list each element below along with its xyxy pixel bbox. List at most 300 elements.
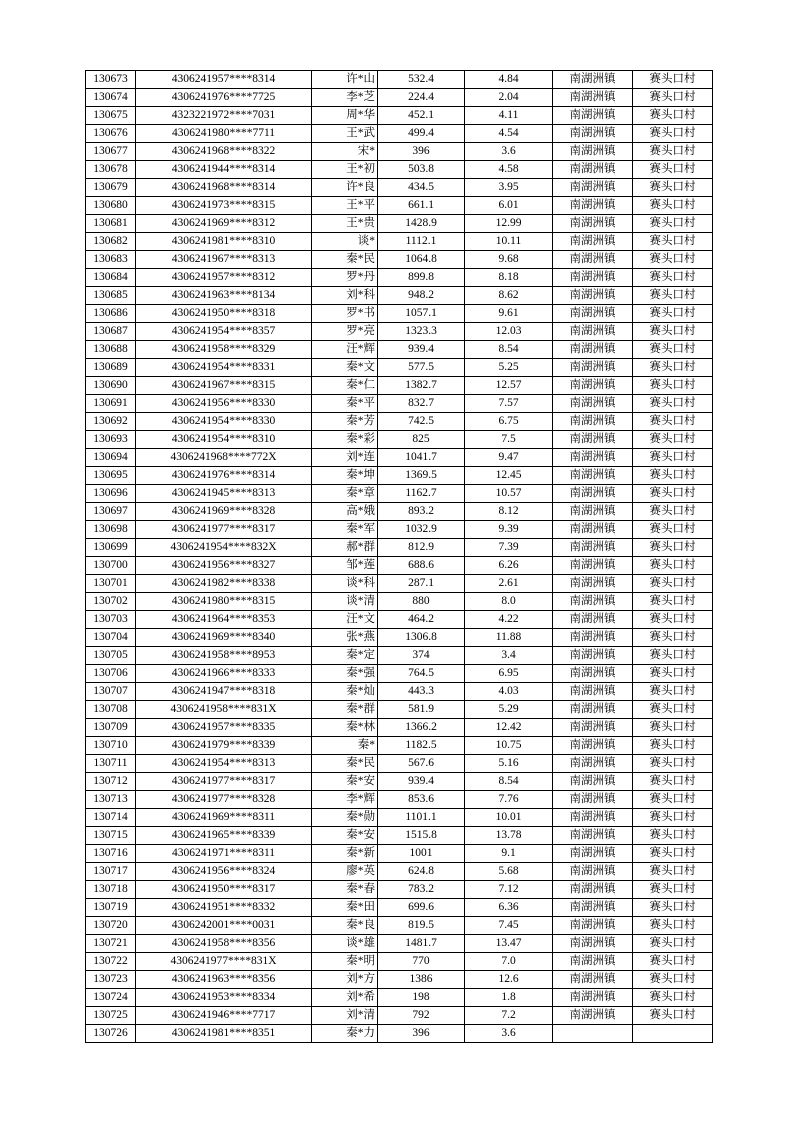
table-row — [86, 989, 713, 1007]
cell-id-card-masked: 4306241957****8335 — [136, 719, 312, 737]
table-row — [86, 881, 713, 899]
cell-village-name: 赛头口村 — [633, 233, 713, 251]
cell-village-name: 赛头口村 — [633, 431, 713, 449]
cell-rate-value: 9.61 — [465, 305, 553, 323]
cell-person-name: 宋* — [312, 143, 378, 161]
cell-id-card-masked: 4306241958****8356 — [136, 935, 312, 953]
cell-id-card-masked: 4323221972****7031 — [136, 107, 312, 125]
cell-id-card-masked: 4306241969****8340 — [136, 629, 312, 647]
cell-town-name: 南湖洲镇 — [553, 827, 633, 845]
cell-person-name: 许*山 — [312, 71, 378, 89]
cell-town-name: 南湖洲镇 — [553, 467, 633, 485]
cell-rate-value: 5.25 — [465, 359, 553, 377]
table-row — [86, 269, 713, 287]
cell-village-name: 赛头口村 — [633, 593, 713, 611]
table-row — [86, 233, 713, 251]
cell-town-name: 南湖洲镇 — [553, 197, 633, 215]
cell-rate-value: 8.54 — [465, 773, 553, 791]
cell-town-name: 南湖洲镇 — [553, 323, 633, 341]
cell-rate-value: 3.6 — [465, 1025, 553, 1043]
cell-rate-value: 9.47 — [465, 449, 553, 467]
cell-rate-value: 10.75 — [465, 737, 553, 755]
cell-village-name: 赛头口村 — [633, 215, 713, 233]
cell-amount-value: 224.4 — [378, 89, 465, 107]
cell-serial-number: 130700 — [86, 557, 136, 575]
cell-amount-value: 434.5 — [378, 179, 465, 197]
cell-person-name: 刘*方 — [312, 971, 378, 989]
cell-serial-number: 130707 — [86, 683, 136, 701]
cell-serial-number: 130704 — [86, 629, 136, 647]
cell-rate-value: 9.1 — [465, 845, 553, 863]
cell-village-name: 赛头口村 — [633, 305, 713, 323]
cell-amount-value: 1481.7 — [378, 935, 465, 953]
cell-serial-number: 130718 — [86, 881, 136, 899]
cell-town-name: 南湖洲镇 — [553, 521, 633, 539]
cell-id-card-masked: 4306241944****8314 — [136, 161, 312, 179]
cell-id-card-masked: 4306241951****8332 — [136, 899, 312, 917]
cell-amount-value: 567.6 — [378, 755, 465, 773]
cell-serial-number: 130719 — [86, 899, 136, 917]
cell-id-card-masked: 4306241979****8339 — [136, 737, 312, 755]
cell-village-name: 赛头口村 — [633, 323, 713, 341]
cell-village-name: 赛头口村 — [633, 413, 713, 431]
cell-village-name: 赛头口村 — [633, 107, 713, 125]
cell-serial-number: 130720 — [86, 917, 136, 935]
cell-id-card-masked: 4306241953****8334 — [136, 989, 312, 1007]
cell-amount-value: 464.2 — [378, 611, 465, 629]
cell-serial-number: 130679 — [86, 179, 136, 197]
cell-person-name: 秦*章 — [312, 485, 378, 503]
cell-rate-value: 7.2 — [465, 1007, 553, 1025]
cell-rate-value: 13.78 — [465, 827, 553, 845]
table-row — [86, 557, 713, 575]
table-row — [86, 611, 713, 629]
cell-id-card-masked: 4306241969****8328 — [136, 503, 312, 521]
cell-town-name: 南湖洲镇 — [553, 845, 633, 863]
cell-village-name: 赛头口村 — [633, 71, 713, 89]
cell-town-name: 南湖洲镇 — [553, 593, 633, 611]
cell-id-card-masked: 4306241968****772X — [136, 449, 312, 467]
cell-rate-value: 5.68 — [465, 863, 553, 881]
cell-town-name: 南湖洲镇 — [553, 971, 633, 989]
cell-village-name: 赛头口村 — [633, 611, 713, 629]
cell-town-name: 南湖洲镇 — [553, 791, 633, 809]
table-row — [86, 593, 713, 611]
cell-id-card-masked: 4306241954****8357 — [136, 323, 312, 341]
cell-amount-value: 1369.5 — [378, 467, 465, 485]
table-row — [86, 125, 713, 143]
cell-amount-value: 1182.5 — [378, 737, 465, 755]
cell-village-name: 赛头口村 — [633, 89, 713, 107]
cell-person-name: 秦*安 — [312, 773, 378, 791]
cell-village-name: 赛头口村 — [633, 935, 713, 953]
cell-person-name: 许*良 — [312, 179, 378, 197]
cell-village-name: 赛头口村 — [633, 449, 713, 467]
cell-person-name: 谈*雄 — [312, 935, 378, 953]
cell-village-name: 赛头口村 — [633, 845, 713, 863]
cell-village-name: 赛头口村 — [633, 341, 713, 359]
cell-rate-value: 10.01 — [465, 809, 553, 827]
cell-rate-value: 13.47 — [465, 935, 553, 953]
table-row — [86, 575, 713, 593]
cell-serial-number: 130681 — [86, 215, 136, 233]
cell-serial-number: 130686 — [86, 305, 136, 323]
cell-id-card-masked: 4306241954****8313 — [136, 755, 312, 773]
cell-id-card-masked: 4306241954****8330 — [136, 413, 312, 431]
cell-rate-value: 8.18 — [465, 269, 553, 287]
cell-person-name: 秦*良 — [312, 917, 378, 935]
cell-serial-number: 130684 — [86, 269, 136, 287]
cell-village-name: 赛头口村 — [633, 827, 713, 845]
table-row — [86, 341, 713, 359]
cell-id-card-masked: 4306242001****0031 — [136, 917, 312, 935]
cell-id-card-masked: 4306241947****8318 — [136, 683, 312, 701]
cell-id-card-masked: 4306241963****8356 — [136, 971, 312, 989]
cell-town-name: 南湖洲镇 — [553, 485, 633, 503]
cell-serial-number: 130722 — [86, 953, 136, 971]
cell-amount-value: 577.5 — [378, 359, 465, 377]
cell-id-card-masked: 4306241976****8314 — [136, 467, 312, 485]
table-body — [86, 71, 713, 1043]
cell-person-name: 秦*军 — [312, 521, 378, 539]
cell-rate-value: 12.57 — [465, 377, 553, 395]
table-row — [86, 521, 713, 539]
cell-village-name: 赛头口村 — [633, 143, 713, 161]
table-row — [86, 179, 713, 197]
cell-amount-value: 742.5 — [378, 413, 465, 431]
cell-village-name: 赛头口村 — [633, 377, 713, 395]
cell-amount-value: 396 — [378, 1025, 465, 1043]
cell-village-name: 赛头口村 — [633, 863, 713, 881]
cell-rate-value: 3.6 — [465, 143, 553, 161]
cell-serial-number: 130715 — [86, 827, 136, 845]
cell-person-name: 王*武 — [312, 125, 378, 143]
table-row — [86, 251, 713, 269]
cell-amount-value: 1382.7 — [378, 377, 465, 395]
cell-serial-number: 130713 — [86, 791, 136, 809]
cell-rate-value: 7.39 — [465, 539, 553, 557]
cell-amount-value: 893.2 — [378, 503, 465, 521]
cell-amount-value: 532.4 — [378, 71, 465, 89]
cell-id-card-masked: 4306241965****8339 — [136, 827, 312, 845]
cell-amount-value: 939.4 — [378, 773, 465, 791]
cell-rate-value: 6.26 — [465, 557, 553, 575]
cell-amount-value: 688.6 — [378, 557, 465, 575]
cell-town-name: 南湖洲镇 — [553, 161, 633, 179]
cell-amount-value: 374 — [378, 647, 465, 665]
cell-id-card-masked: 4306241950****8317 — [136, 881, 312, 899]
cell-town-name: 南湖洲镇 — [553, 647, 633, 665]
cell-serial-number: 130717 — [86, 863, 136, 881]
cell-town-name: 南湖洲镇 — [553, 359, 633, 377]
cell-amount-value: 764.5 — [378, 665, 465, 683]
cell-town-name: 南湖洲镇 — [553, 683, 633, 701]
cell-amount-value: 783.2 — [378, 881, 465, 899]
cell-town-name: 南湖洲镇 — [553, 719, 633, 737]
table-row — [86, 161, 713, 179]
cell-serial-number: 130685 — [86, 287, 136, 305]
cell-id-card-masked: 4306241981****8351 — [136, 1025, 312, 1043]
cell-id-card-masked: 4306241971****8311 — [136, 845, 312, 863]
cell-serial-number: 130701 — [86, 575, 136, 593]
cell-person-name: 周*华 — [312, 107, 378, 125]
table-row — [86, 791, 713, 809]
cell-amount-value: 699.6 — [378, 899, 465, 917]
cell-village-name: 赛头口村 — [633, 287, 713, 305]
cell-person-name: 谈*清 — [312, 593, 378, 611]
cell-person-name: 秦*强 — [312, 665, 378, 683]
cell-amount-value: 770 — [378, 953, 465, 971]
table-row — [86, 503, 713, 521]
cell-village-name: 赛头口村 — [633, 557, 713, 575]
table-row — [86, 431, 713, 449]
cell-village-name: 赛头口村 — [633, 1007, 713, 1025]
cell-person-name: 秦*安 — [312, 827, 378, 845]
table-row — [86, 449, 713, 467]
cell-rate-value: 7.57 — [465, 395, 553, 413]
table-row — [86, 647, 713, 665]
cell-serial-number: 130710 — [86, 737, 136, 755]
cell-person-name: 刘*科 — [312, 287, 378, 305]
cell-amount-value: 948.2 — [378, 287, 465, 305]
cell-town-name: 南湖洲镇 — [553, 575, 633, 593]
cell-person-name: 刘*清 — [312, 1007, 378, 1025]
cell-rate-value: 11.88 — [465, 629, 553, 647]
cell-rate-value: 7.12 — [465, 881, 553, 899]
cell-person-name: 秦*力 — [312, 1025, 378, 1043]
cell-person-name: 刘*希 — [312, 989, 378, 1007]
cell-id-card-masked: 4306241954****832X — [136, 539, 312, 557]
cell-id-card-masked: 4306241969****8311 — [136, 809, 312, 827]
cell-serial-number: 130698 — [86, 521, 136, 539]
cell-person-name: 李*辉 — [312, 791, 378, 809]
cell-town-name: 南湖洲镇 — [553, 809, 633, 827]
cell-village-name: 赛头口村 — [633, 539, 713, 557]
cell-rate-value: 12.6 — [465, 971, 553, 989]
cell-amount-value: 1386 — [378, 971, 465, 989]
cell-serial-number: 130692 — [86, 413, 136, 431]
table-row — [86, 827, 713, 845]
cell-serial-number: 130694 — [86, 449, 136, 467]
cell-village-name: 赛头口村 — [633, 647, 713, 665]
cell-town-name: 南湖洲镇 — [553, 629, 633, 647]
cell-serial-number: 130703 — [86, 611, 136, 629]
cell-amount-value: 1001 — [378, 845, 465, 863]
cell-id-card-masked: 4306241977****8328 — [136, 791, 312, 809]
cell-rate-value: 5.29 — [465, 701, 553, 719]
cell-town-name: 南湖洲镇 — [553, 107, 633, 125]
cell-person-name: 秦*坤 — [312, 467, 378, 485]
table-row — [86, 305, 713, 323]
cell-village-name: 赛头口村 — [633, 701, 713, 719]
cell-rate-value: 8.12 — [465, 503, 553, 521]
table-row — [86, 719, 713, 737]
table-row — [86, 287, 713, 305]
cell-id-card-masked: 4306241967****8313 — [136, 251, 312, 269]
cell-town-name: 南湖洲镇 — [553, 215, 633, 233]
cell-serial-number: 130712 — [86, 773, 136, 791]
cell-person-name: 李*芝 — [312, 89, 378, 107]
cell-id-card-masked: 4306241946****7717 — [136, 1007, 312, 1025]
cell-amount-value: 1366.2 — [378, 719, 465, 737]
cell-town-name: 南湖洲镇 — [553, 503, 633, 521]
cell-id-card-masked: 4306241980****8315 — [136, 593, 312, 611]
cell-id-card-masked: 4306241977****8317 — [136, 773, 312, 791]
cell-amount-value: 1112.1 — [378, 233, 465, 251]
cell-id-card-masked: 4306241950****8318 — [136, 305, 312, 323]
table-row — [86, 755, 713, 773]
cell-serial-number: 130689 — [86, 359, 136, 377]
cell-person-name: 罗*丹 — [312, 269, 378, 287]
cell-serial-number: 130702 — [86, 593, 136, 611]
cell-village-name: 赛头口村 — [633, 575, 713, 593]
cell-serial-number: 130688 — [86, 341, 136, 359]
table-row — [86, 863, 713, 881]
cell-village-name: 赛头口村 — [633, 503, 713, 521]
table-row — [86, 629, 713, 647]
table-row — [86, 1025, 713, 1043]
cell-person-name: 秦*新 — [312, 845, 378, 863]
cell-rate-value: 2.61 — [465, 575, 553, 593]
cell-serial-number: 130695 — [86, 467, 136, 485]
cell-amount-value: 1306.8 — [378, 629, 465, 647]
cell-serial-number: 130726 — [86, 1025, 136, 1043]
cell-amount-value: 832.7 — [378, 395, 465, 413]
cell-rate-value: 6.01 — [465, 197, 553, 215]
cell-village-name: 赛头口村 — [633, 629, 713, 647]
table-row — [86, 953, 713, 971]
cell-village-name — [633, 1025, 713, 1043]
cell-village-name: 赛头口村 — [633, 269, 713, 287]
cell-id-card-masked: 4306241973****8315 — [136, 197, 312, 215]
cell-village-name: 赛头口村 — [633, 917, 713, 935]
table-row — [86, 899, 713, 917]
table-row — [86, 917, 713, 935]
cell-town-name: 南湖洲镇 — [553, 305, 633, 323]
cell-serial-number: 130691 — [86, 395, 136, 413]
cell-town-name: 南湖洲镇 — [553, 899, 633, 917]
cell-town-name: 南湖洲镇 — [553, 431, 633, 449]
table-row — [86, 467, 713, 485]
cell-person-name: 秦*彩 — [312, 431, 378, 449]
cell-rate-value: 8.0 — [465, 593, 553, 611]
cell-amount-value: 1032.9 — [378, 521, 465, 539]
cell-person-name: 秦*田 — [312, 899, 378, 917]
cell-rate-value: 7.5 — [465, 431, 553, 449]
cell-town-name: 南湖洲镇 — [553, 953, 633, 971]
cell-serial-number: 130673 — [86, 71, 136, 89]
cell-town-name: 南湖洲镇 — [553, 341, 633, 359]
cell-town-name: 南湖洲镇 — [553, 611, 633, 629]
cell-id-card-masked: 4306241964****8353 — [136, 611, 312, 629]
cell-serial-number: 130705 — [86, 647, 136, 665]
table-row — [86, 737, 713, 755]
cell-amount-value: 1323.3 — [378, 323, 465, 341]
cell-id-card-masked: 4306241958****8953 — [136, 647, 312, 665]
cell-town-name: 南湖洲镇 — [553, 233, 633, 251]
cell-amount-value: 503.8 — [378, 161, 465, 179]
cell-amount-value: 1064.8 — [378, 251, 465, 269]
cell-id-card-masked: 4306241954****8310 — [136, 431, 312, 449]
table-row — [86, 683, 713, 701]
cell-person-name: 张*燕 — [312, 629, 378, 647]
cell-id-card-masked: 4306241969****8312 — [136, 215, 312, 233]
cell-amount-value: 880 — [378, 593, 465, 611]
table-row — [86, 971, 713, 989]
cell-rate-value: 12.03 — [465, 323, 553, 341]
cell-town-name: 南湖洲镇 — [553, 1007, 633, 1025]
cell-person-name: 罗*书 — [312, 305, 378, 323]
cell-person-name: 汪*辉 — [312, 341, 378, 359]
cell-town-name: 南湖洲镇 — [553, 143, 633, 161]
cell-town-name: 南湖洲镇 — [553, 989, 633, 1007]
table-row — [86, 89, 713, 107]
cell-person-name: 高*娥 — [312, 503, 378, 521]
cell-amount-value: 853.6 — [378, 791, 465, 809]
cell-town-name: 南湖洲镇 — [553, 395, 633, 413]
cell-village-name: 赛头口村 — [633, 953, 713, 971]
cell-town-name: 南湖洲镇 — [553, 125, 633, 143]
cell-serial-number: 130674 — [86, 89, 136, 107]
cell-serial-number: 130725 — [86, 1007, 136, 1025]
cell-person-name: 秦*仁 — [312, 377, 378, 395]
table-row — [86, 845, 713, 863]
cell-person-name: 秦*民 — [312, 755, 378, 773]
cell-rate-value: 5.16 — [465, 755, 553, 773]
cell-amount-value: 624.8 — [378, 863, 465, 881]
cell-serial-number: 130714 — [86, 809, 136, 827]
table-row — [86, 71, 713, 89]
cell-amount-value: 287.1 — [378, 575, 465, 593]
table-row — [86, 1007, 713, 1025]
cell-person-name: 秦*灿 — [312, 683, 378, 701]
cell-amount-value: 1101.1 — [378, 809, 465, 827]
cell-amount-value: 443.3 — [378, 683, 465, 701]
cell-town-name: 南湖洲镇 — [553, 755, 633, 773]
cell-person-name: 谈* — [312, 233, 378, 251]
cell-rate-value: 4.84 — [465, 71, 553, 89]
cell-village-name: 赛头口村 — [633, 467, 713, 485]
data-table — [85, 70, 713, 1043]
cell-amount-value: 819.5 — [378, 917, 465, 935]
cell-amount-value: 499.4 — [378, 125, 465, 143]
cell-village-name: 赛头口村 — [633, 251, 713, 269]
cell-town-name: 南湖洲镇 — [553, 89, 633, 107]
cell-town-name: 南湖洲镇 — [553, 773, 633, 791]
cell-serial-number: 130675 — [86, 107, 136, 125]
cell-person-name: 秦*芳 — [312, 413, 378, 431]
cell-rate-value: 9.68 — [465, 251, 553, 269]
cell-person-name: 秦*群 — [312, 701, 378, 719]
cell-town-name: 南湖洲镇 — [553, 539, 633, 557]
cell-id-card-masked: 4306241958****8329 — [136, 341, 312, 359]
cell-rate-value: 4.58 — [465, 161, 553, 179]
cell-amount-value: 1428.9 — [378, 215, 465, 233]
cell-rate-value: 12.99 — [465, 215, 553, 233]
cell-town-name: 南湖洲镇 — [553, 377, 633, 395]
cell-amount-value: 452.1 — [378, 107, 465, 125]
cell-person-name: 秦*勋 — [312, 809, 378, 827]
cell-amount-value: 581.9 — [378, 701, 465, 719]
cell-village-name: 赛头口村 — [633, 737, 713, 755]
table-row — [86, 935, 713, 953]
cell-serial-number: 130697 — [86, 503, 136, 521]
cell-village-name: 赛头口村 — [633, 881, 713, 899]
table-row — [86, 539, 713, 557]
cell-rate-value: 8.54 — [465, 341, 553, 359]
cell-town-name: 南湖洲镇 — [553, 665, 633, 683]
cell-town-name: 南湖洲镇 — [553, 449, 633, 467]
